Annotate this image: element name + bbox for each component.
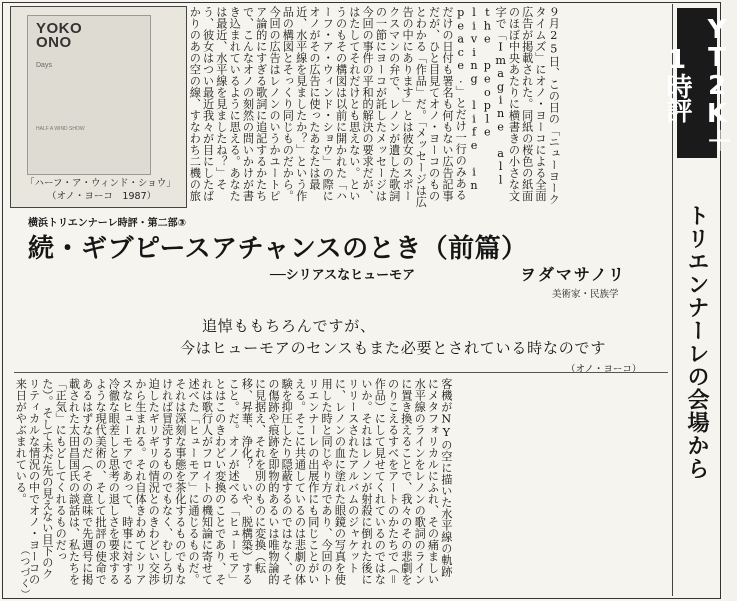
pull-quote xyxy=(180,315,660,359)
article-subtitle: ──シリアスなヒューモア xyxy=(270,268,416,283)
cover-small-text: HALF A WIND SHOW xyxy=(36,126,85,132)
column-header-strip xyxy=(662,4,732,596)
series-title: YT2K＋1時評 xyxy=(677,8,717,158)
continued-mark: （つづく） xyxy=(18,545,29,600)
body-text-bottom xyxy=(14,378,670,593)
article-headline: 続・ギブピースアチャンスのとき（前篇） xyxy=(28,234,528,264)
quote-line-1: 追悼ももちろんですが、 xyxy=(202,317,376,335)
artwork-photo xyxy=(10,6,187,208)
body-paragraph-top: ９月25日、この日の「ニューヨークタイムズ」にオノ・ヨーコによる全面広告が掲載された。同紙の桜色の紙面のほぼ中央あたりに横書きの小さな文字で「Imagine all the people living life in peace.」とだけ一行のみあるだけの日付も署名も何もない広告記事だが、ひと目見てオノ・ヨーコのものとわかる「作品」だ。「メッセージは広告の中にあります」とは彼女のスポークスマンの弁で、レノンが遺した歌詞の一節にヨーコが託したメッセージは今回の事件の平和的解決の要求だが、はたしてそれだけとも思えない。というのもその構図は以前に開かれた「ハーフ・ア・ウィンド・ショウ」の際にオノがその広告に使ったあなたは最近、水平線を見ましたか？」という作品の構図とそっくり同じものだから。今回の広告はレノンのいうかユートピア論的にすぎる歌詞に追記するかたちで、こんなオノの刻然の問いかけが書き込まれているように思える。あなたは最近、水平線を見ましたね？」そう、彼女はつい最近我々が目にしたばかりのあの空の線、すなわち二機の旅 xyxy=(188,6,561,208)
quote-source: （オノ・ヨーコ） xyxy=(566,364,642,375)
cover-subtitle: Days xyxy=(36,62,52,69)
article-kicker: 横浜トリエンナーレ時評・第二部③ xyxy=(28,218,187,229)
author-title: 美術家・民族学 xyxy=(552,289,619,300)
author-name: ヲダマサノリ xyxy=(520,265,627,284)
caption-title: 「ハーフ・ア・ウィンド・ショウ」 xyxy=(25,178,176,189)
body-paragraph-bottom: 客機がNYの空に描いた水平線の軌跡にメタフォリカルにふれ、その痛ましい水平線のラインをレノンの歌詞のラインに置き換えることで、我々のその悲劇をのりこえるすべをアートのかたちで（＝作品）にして見せてくれているのではないか。それはレノンが射殺に倒れた後にリリースされたアルバムのジャケットに、レノンの血に塗れた眼鏡の写真を使用した時と同じやり方であり、今回のトリエンナーレの出展作にも同じことがいえる。そこに共通しているのは悲劇の体験を抑圧したり隠蔽するのではなく、その傷跡や痕跡を即物的あるいは唯物論的に見据え、それを別のものに変換（転移、昇華、浄化？ いや、脱構築）すること。だ。オノが述べる「ヒューモア」とはこのきわどい変換のことであり、それは歌行人がフロイトの機知論に寄せて述べた「ヒューモア」に通じるものだ。それは深刻な事態を茶化するものでもなければ冒涜するものでもなく、むしろ切迫したギリギリの情況とのきわどい交渉から生まれる。それ自体きわめてシリアスなヒューモアであって、時事に対する冷徹な眼差しと思考の退しさを要求するような現代美術の、そして批評の使命であるはずなのだ（その意味で先週号に掲載された太田昌国氏の談話は、私たちを「正気」にもどしてくれるものだった）。そして未だ先の見えない目下のクリティカルな情況の中でオノ・ヨーコの来日がやぶまれている。 xyxy=(14,378,453,585)
body-text-top xyxy=(188,6,670,216)
album-cover-image xyxy=(27,15,151,175)
section-heading: トリエンナーレの会場から xyxy=(684,204,709,480)
quote-line-2: 今はヒューモアのセンスもまた必要とされている時なのです xyxy=(180,339,607,357)
photo-caption xyxy=(25,177,185,203)
caption-credit: （オノ・ヨーコ 1987） xyxy=(47,191,157,202)
divider xyxy=(14,372,668,373)
cover-title: YOKO ONO xyxy=(36,20,83,51)
